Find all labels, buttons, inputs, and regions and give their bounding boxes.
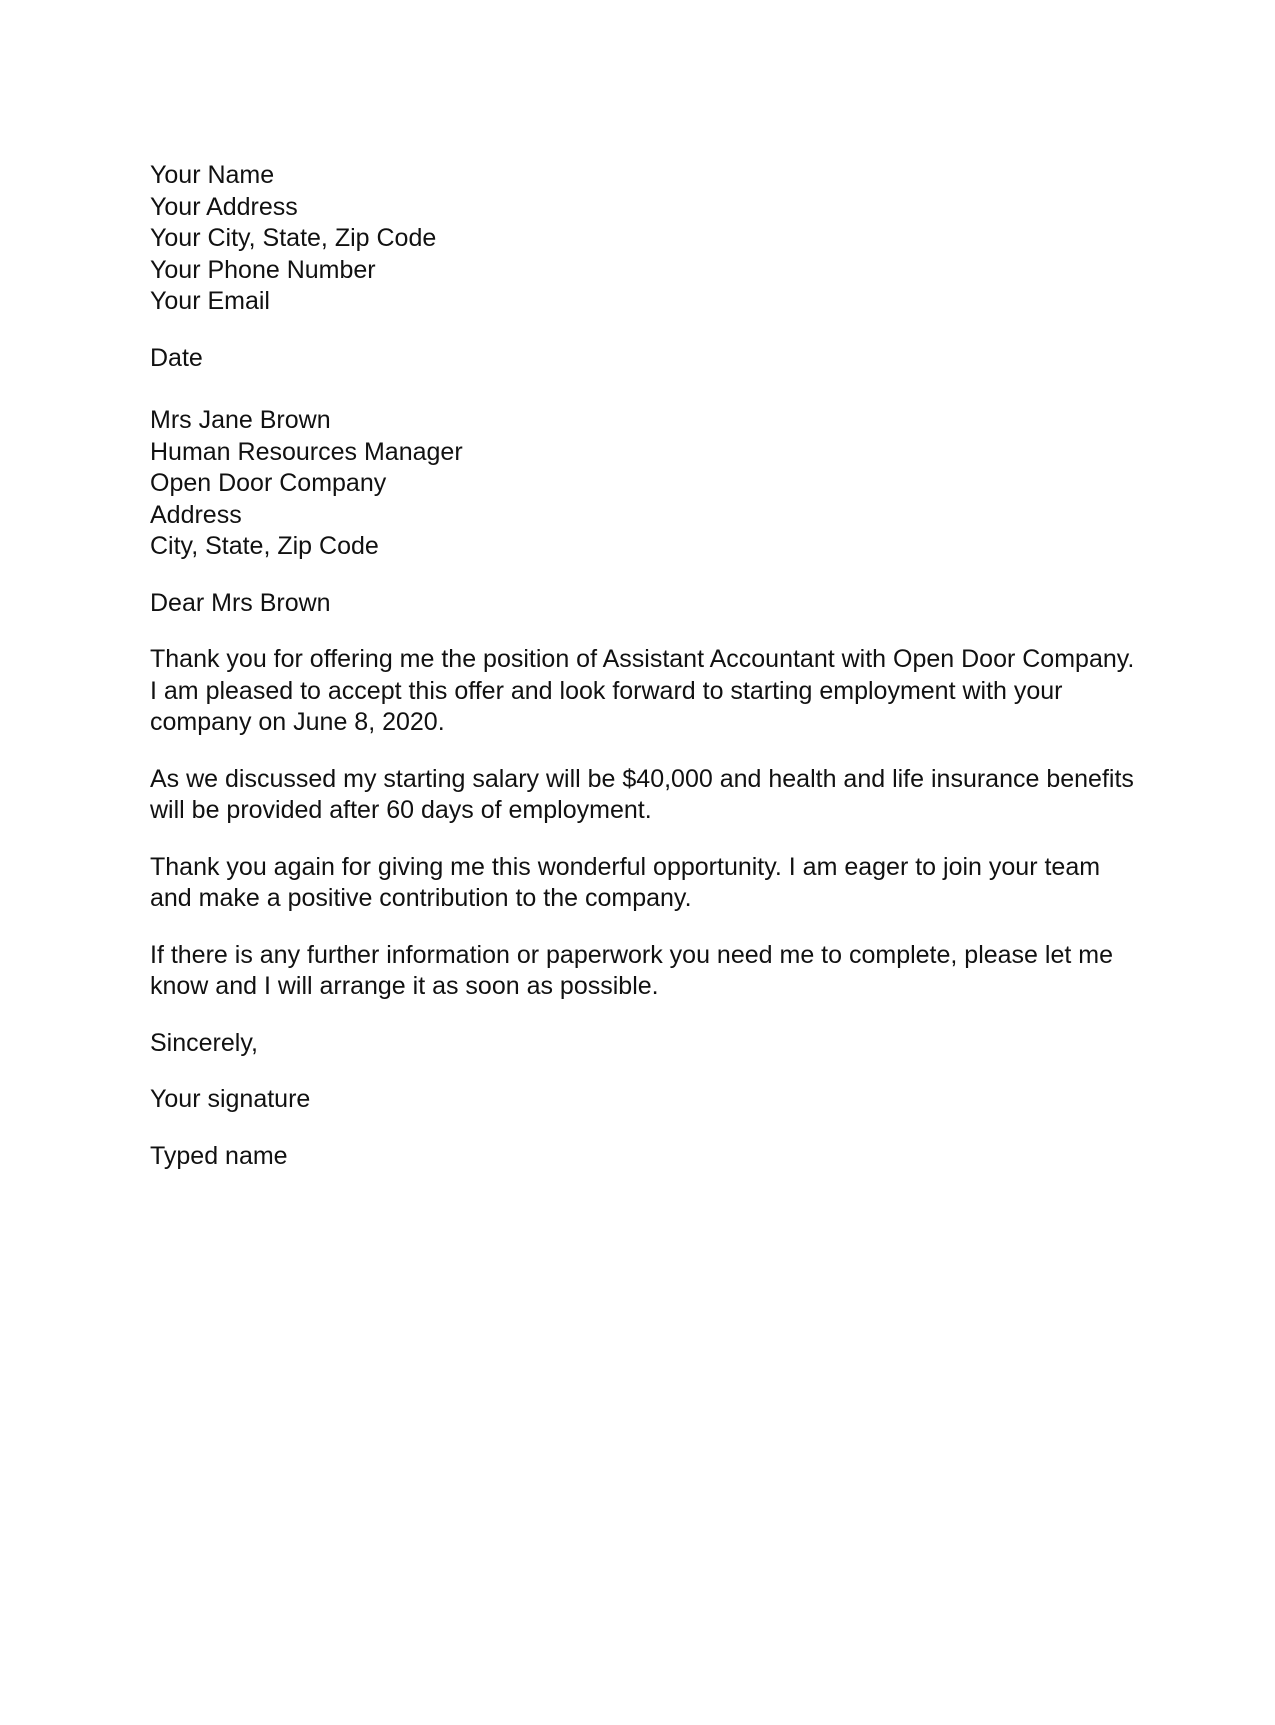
recipient-title: Human Resources Manager (150, 437, 463, 466)
closing-block (150, 1028, 1140, 1060)
letter-date: Date (150, 343, 203, 372)
recipient-city-state-zip: City, State, Zip Code (150, 532, 379, 560)
date-block (150, 343, 1140, 375)
recipient-company: Open Door Company (150, 469, 387, 497)
body-paragraph-4: If there is any further information or paperwork you need me to complete, please let me know and I will arrange it as soon as possible. (150, 940, 1113, 1000)
recipient-address: Address (150, 500, 242, 529)
salutation-block (150, 588, 1140, 620)
body-paragraph-3: Thank you again for giving me this wonderful opportunity. I am eager to join your team and make a positive contribution to the company. (150, 852, 1101, 912)
signature-placeholder: Your signature (150, 1085, 311, 1113)
letter-body (150, 160, 1140, 1172)
typed-name: Typed name (150, 1141, 288, 1170)
typed-name-block (150, 1141, 1140, 1173)
sender-address: Your Address (150, 192, 298, 221)
sender-name: Your Name (150, 161, 275, 189)
signature-block (150, 1084, 1140, 1116)
body-paragraph-1: Thank you for offering me the position of Assistant Accountant with Open Door Company. I am pleased to accept this offer and look forward to starting employment with your company on June 8, 2020. (150, 645, 1135, 736)
sender-city-state-zip: Your City, State, Zip Code (150, 224, 437, 252)
closing: Sincerely, (150, 1028, 258, 1057)
body-paragraph-2: As we discussed my starting salary will be $40,000 and health and life insurance benefits will be provided after 60 days of employment. (150, 764, 1134, 824)
sender-email: Your Email (150, 287, 270, 315)
salutation: Dear Mrs Brown (150, 588, 331, 617)
recipient-block (150, 405, 1140, 563)
sender-block (150, 160, 1140, 318)
sender-phone: Your Phone Number (150, 255, 376, 284)
recipient-name: Mrs Jane Brown (150, 406, 331, 434)
